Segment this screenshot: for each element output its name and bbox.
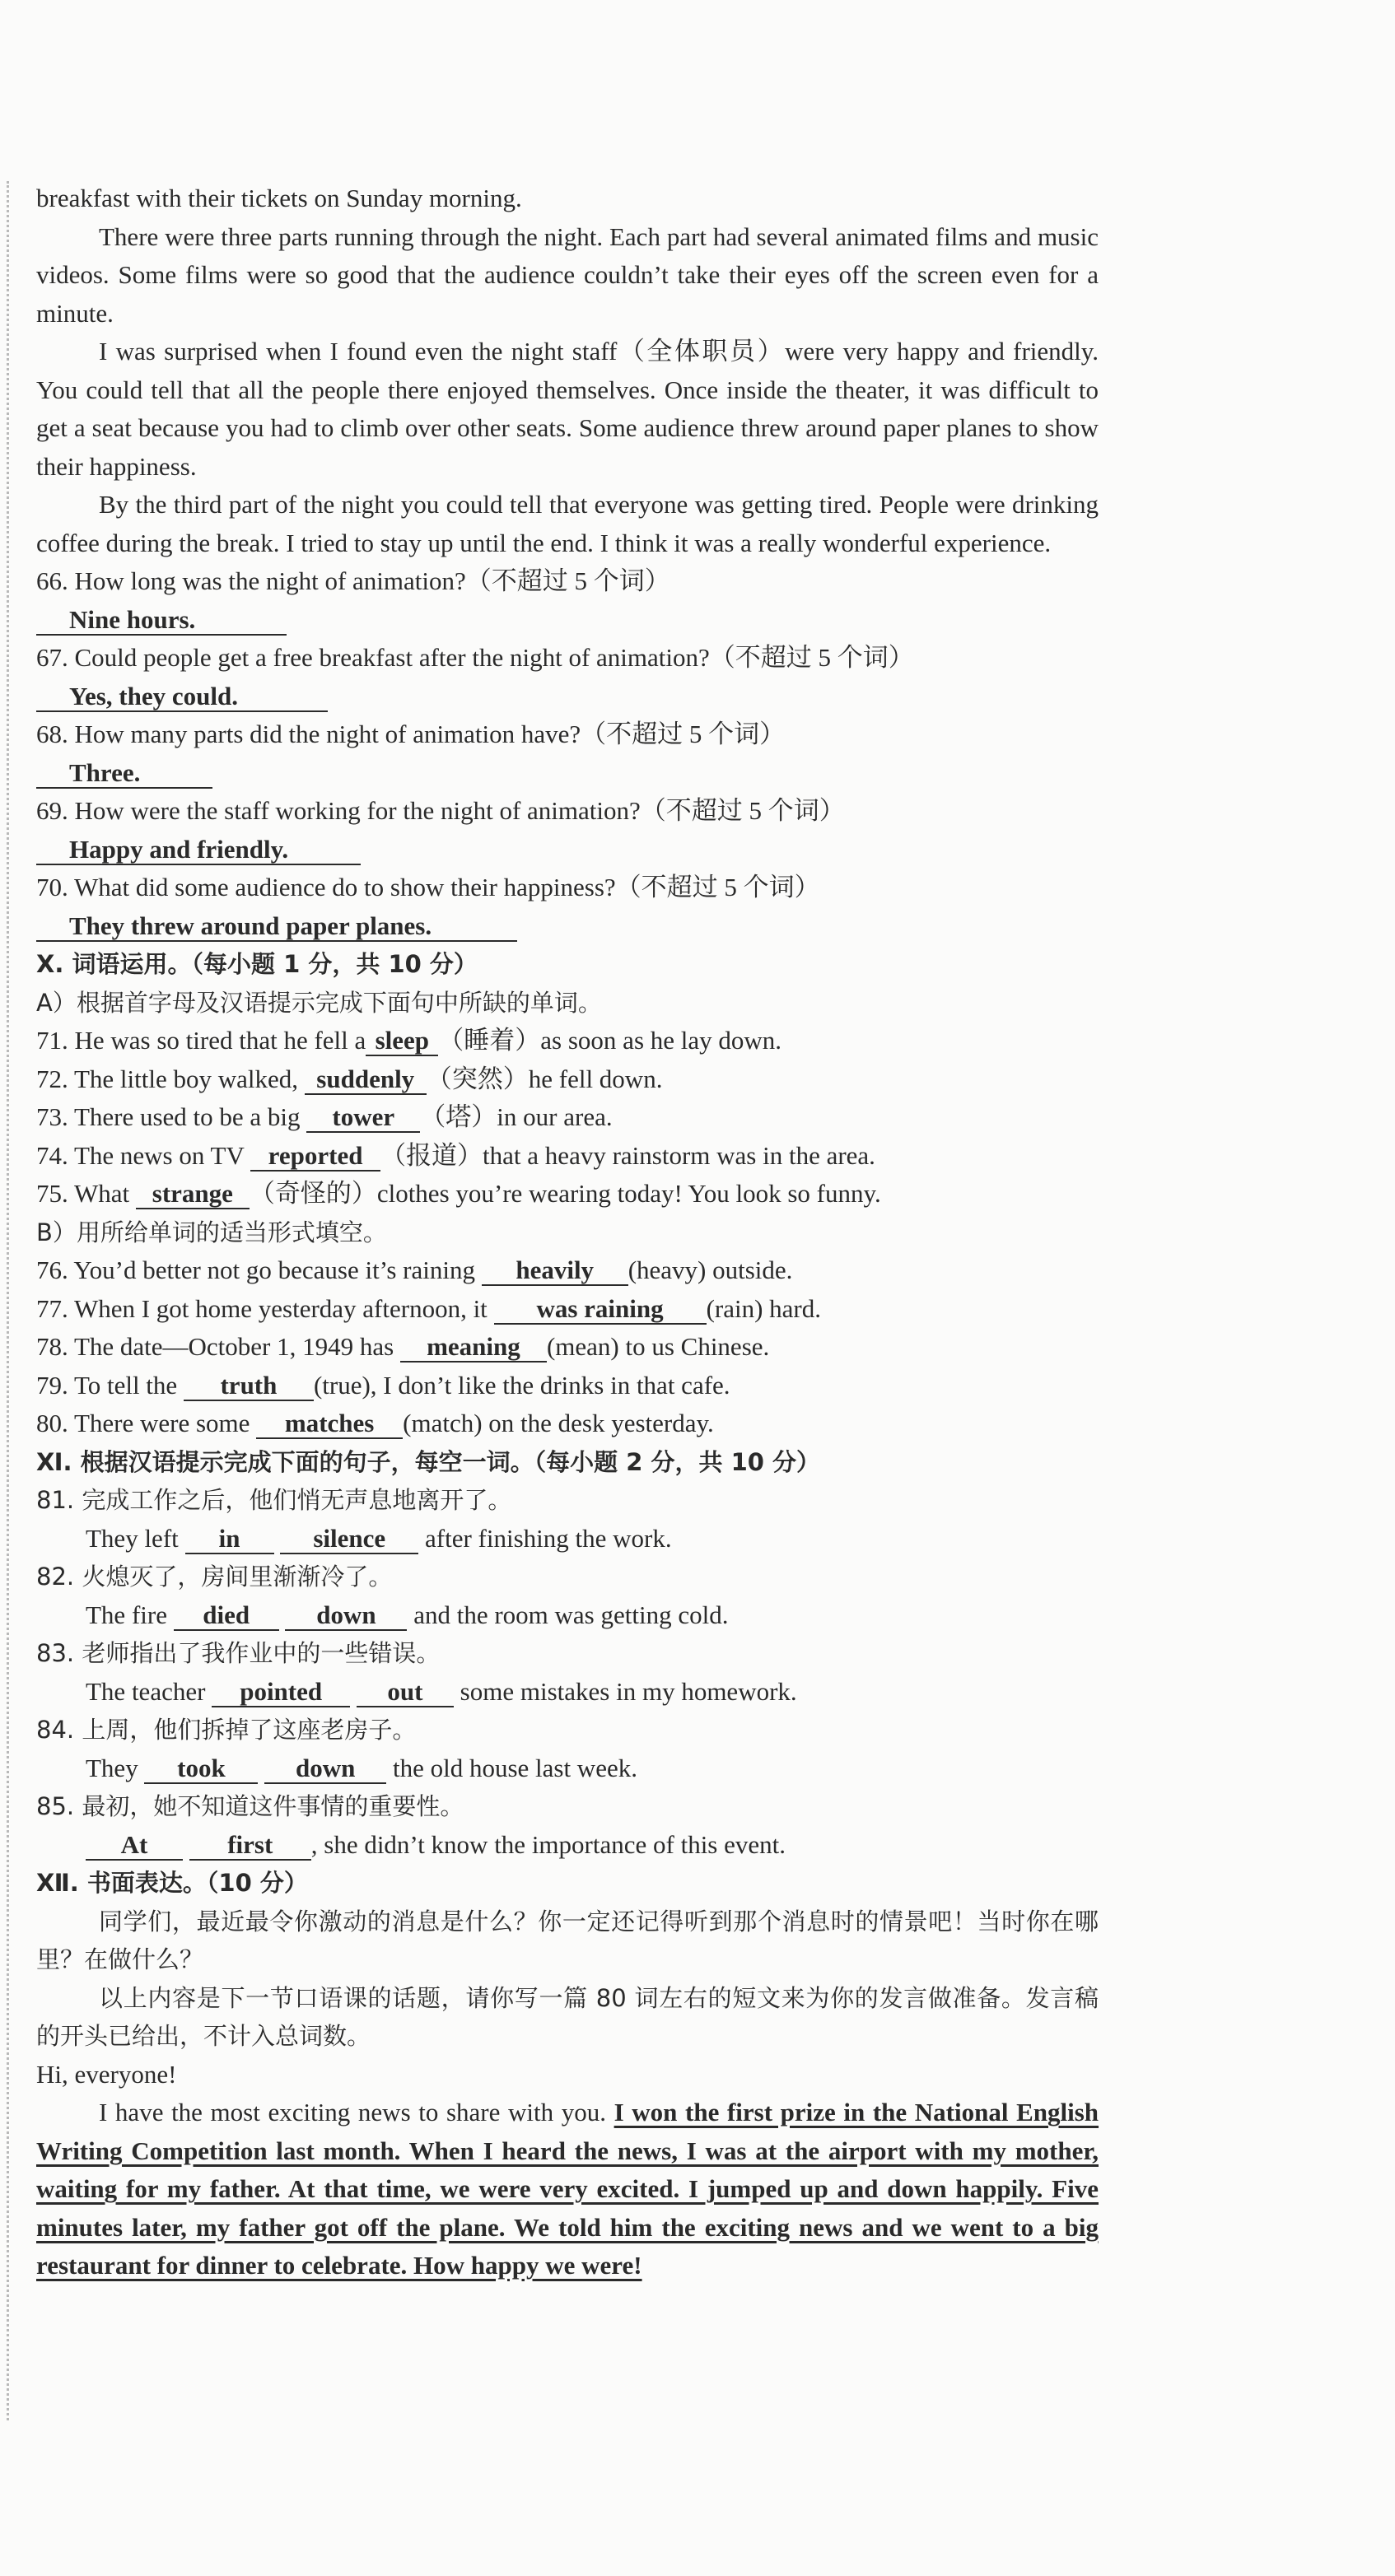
- item-74: 74. The news on TV reported （报道）that a heavy rainstorm was in the area.: [36, 1140, 875, 1170]
- answer-73: tower: [306, 1103, 420, 1133]
- writing-prompt: 以上内容是下一节口语课的话题，请你写一篇 80 词左右的短文来为你的发言做准备。发言稿的开头已给出，不计入总词数。: [36, 1983, 1099, 2050]
- question-69: 69. How were the staff working for the night of animation?（不超过 5 个词）: [36, 796, 845, 825]
- essay-greeting: Hi, everyone!: [36, 2059, 177, 2089]
- answer-67: Yes, they could.: [36, 682, 328, 712]
- question-68: 68. How many parts did the night of animation have?（不超过 5 个词）: [36, 720, 786, 748]
- section-12-title: Ⅻ. 书面表达。（10 分）: [36, 1869, 308, 1897]
- binding-margin-dots: [7, 181, 9, 2420]
- answer-79: truth: [184, 1372, 314, 1401]
- passage-paragraph: I was surprised when I found even the night staff（全体职员）were very happy and friendly. You could tell that all the people there enjoyed themselves. Once inside the theater, it was difficult to get a seat because you had to climb over other seats. Some audience threw around paper planes to show their happiness.: [36, 337, 1099, 481]
- item-82-cn: 82. 火熄灭了，房间里渐渐冷了。: [36, 1563, 393, 1591]
- answer-82-1: died: [174, 1601, 279, 1631]
- item-85-cn: 85. 最初，她不知道这件事情的重要性。: [36, 1792, 464, 1820]
- item-80: 80. There were some matches (match) on the desk yesterday.: [36, 1409, 714, 1437]
- essay-answer: I won the first prize in the National English Writing Competition last month. When I heard the news, I was at the airport with my mother, waiting for my father. At that time, we were very excited. I jumped up and down happily. Five minutes later, my father got off the plane. We told him the exciting news and we went to a big restaurant for dinner to celebrate. How happy we were!: [36, 2098, 1099, 2280]
- essay-body: I have the most exciting news to share with you. I won the first prize in the National English Writing Competition last month. When I heard the news, I was at the airport with my mother, waiting for my father. At that time, we were very excited. I jumped up and down happily. Five minutes later, my father got off the plane. We told him the exciting news and we went to a big restaurant for dinner to celebrate. How happy we were!: [36, 2098, 1099, 2280]
- item-84: They took down the old house last week.: [86, 1753, 637, 1782]
- worksheet-page: [36, 179, 1099, 2285]
- item-79: 79. To tell the truth (true), I don’t like the drinks in that cafe.: [36, 1370, 730, 1400]
- answer-80: matches: [256, 1409, 403, 1439]
- answer-75: strange: [136, 1180, 250, 1209]
- item-84-cn: 84. 上周，他们拆掉了这座老房子。: [36, 1716, 417, 1744]
- passage-paragraph: There were three parts running through the night. Each part had several animated films and music videos. Some films were so good that the audience couldn’t take their eyes off the screen even for a minute.: [36, 221, 1099, 328]
- section-11-title: Ⅺ. 根据汉语提示完成下面的句子，每空一词。（每小题 2 分，共 10 分）: [36, 1447, 821, 1476]
- answer-83-2: out: [357, 1678, 454, 1707]
- section-10-part-b: B）用所给单词的适当形式填空。: [36, 1218, 387, 1246]
- item-76: 76. You’d better not go because it’s raining heavily (heavy) outside.: [36, 1255, 793, 1284]
- passage-paragraph: breakfast with their tickets on Sunday morning.: [36, 184, 522, 212]
- section-10-title: Ⅹ. 词语运用。（每小题 1 分，共 10 分）: [36, 950, 478, 978]
- item-73: 73. There used to be a big tower （塔）in our area.: [36, 1102, 613, 1131]
- answer-68: Three.: [36, 759, 212, 789]
- writing-prompt: 同学们，最近最令你激动的消息是什么？你一定还记得听到那个消息时的情景吧！当时你在哪里？在做什么？: [36, 1907, 1099, 1973]
- passage-paragraph: By the third part of the night you could tell that everyone was getting tired. People were drinking coffee during the break. I tried to stay up until the end. I think it was a really wonderful experience.: [36, 490, 1099, 557]
- answer-81-1: in: [185, 1525, 274, 1554]
- question-70: 70. What did some audience do to show their happiness?（不超过 5 个词）: [36, 873, 820, 901]
- answer-71: sleep: [366, 1027, 438, 1056]
- answer-69: Happy and friendly.: [36, 836, 361, 865]
- answer-82-2: down: [285, 1601, 407, 1631]
- answer-77: was raining: [494, 1295, 707, 1325]
- answer-84-1: took: [144, 1754, 258, 1784]
- answer-85-1: At: [86, 1831, 183, 1861]
- answer-76: heavily: [482, 1256, 628, 1286]
- question-67: 67. Could people get a free breakfast after the night of animation?（不超过 5 个词）: [36, 643, 914, 672]
- answer-70: They threw around paper planes.: [36, 912, 517, 942]
- item-77: 77. When I got home yesterday afternoon, it was raining (rain) hard.: [36, 1293, 821, 1323]
- item-81: They left in silence after finishing the work.: [86, 1523, 672, 1553]
- item-81-cn: 81. 完成工作之后，他们悄无声息地离开了。: [36, 1486, 512, 1514]
- answer-66: Nine hours.: [36, 606, 287, 636]
- answer-83-1: pointed: [212, 1678, 350, 1707]
- answer-84-2: down: [264, 1754, 386, 1784]
- item-78: 78. The date—October 1, 1949 has meaning (mean) to us Chinese.: [36, 1332, 770, 1361]
- item-71: 71. He was so tired that he fell a sleep （睡着）as soon as he lay down.: [36, 1026, 782, 1055]
- section-10-part-a: A）根据首字母及汉语提示完成下面句中所缺的单词。: [36, 988, 602, 1017]
- answer-81-2: silence: [280, 1525, 418, 1554]
- item-75: 75. What strange （奇怪的）clothes you’re wearing today! You look so funny.: [36, 1179, 881, 1208]
- item-72: 72. The little boy walked, suddenly （突然）he fell down.: [36, 1064, 663, 1093]
- item-83: The teacher pointed out some mistakes in my homework.: [86, 1676, 797, 1706]
- item-82: The fire died down and the room was getting cold.: [86, 1600, 729, 1629]
- answer-72: suddenly: [305, 1065, 427, 1095]
- answer-78: meaning: [400, 1333, 547, 1363]
- answer-85-2: first: [189, 1831, 311, 1861]
- item-85: At first , she didn’t know the importance of this event.: [36, 1826, 1099, 1865]
- question-66: 66. How long was the night of animation?（不超过 5 个词）: [36, 566, 670, 595]
- answer-74: reported: [250, 1142, 380, 1172]
- item-83-cn: 83. 老师指出了我作业中的一些错误。: [36, 1639, 441, 1667]
